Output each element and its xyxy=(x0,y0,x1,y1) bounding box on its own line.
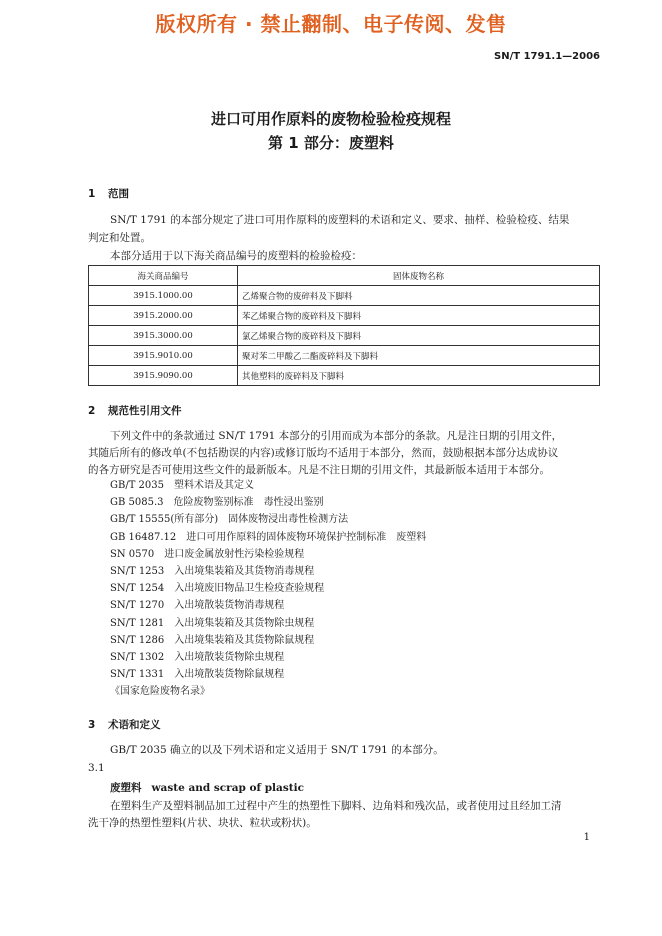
reference-item: 《国家危险废物名录》 xyxy=(110,686,210,698)
section-number: 3 xyxy=(88,719,96,731)
table-header-cell: 固体废物名称 xyxy=(238,266,600,286)
table-cell-code: 3915.1000.00 xyxy=(89,286,238,306)
table-row xyxy=(89,346,600,366)
section-title: 规范性引用文件 xyxy=(108,405,182,417)
reference-item: GB 16487.12 进口可用作原料的固体废物环境保护控制标准 废塑料 xyxy=(110,531,427,543)
document-title: 进口可用作原料的废物检验检疫规程 xyxy=(210,110,451,128)
term-english: waste and scrap of plastic xyxy=(151,782,304,794)
normative-references-list xyxy=(110,476,426,699)
term-number: 3.1 xyxy=(88,762,105,774)
section-3-paragraph-line: GB/T 2035 确立的以及下列术语和定义适用于 SN/T 1791 的本部分。 xyxy=(110,744,444,756)
reference-item: SN/T 1302 入出境散装货物除虫规程 xyxy=(110,651,285,663)
section-title: 范围 xyxy=(108,188,129,200)
table-row xyxy=(89,286,600,306)
section-3-heading xyxy=(88,717,161,732)
reference-item: SN/T 1281 入出境集装箱及其货物除虫规程 xyxy=(110,617,315,629)
table-row xyxy=(89,366,600,386)
section-1-heading xyxy=(88,186,129,201)
reference-item: SN/T 1270 入出境散装货物消毒规程 xyxy=(110,600,285,612)
page-number: 1 xyxy=(583,832,590,843)
table-row xyxy=(89,306,600,326)
table-cell-name: 聚对苯二甲酸乙二酯废碎料及下脚料 xyxy=(238,346,600,366)
table-cell-code: 3915.9010.00 xyxy=(89,346,238,366)
term-chinese: 废塑料 xyxy=(110,782,142,794)
reference-item: SN/T 1331 入出境散装货物除鼠规程 xyxy=(110,669,285,681)
section-2-heading xyxy=(88,403,182,418)
reference-item: GB 5085.3 危险废物鉴别标准 毒性浸出鉴别 xyxy=(110,497,324,509)
section-1-paragraph-line: 本部分适用于以下海关商品编号的废塑料的检验检疫： xyxy=(110,250,362,262)
term-entry xyxy=(110,780,304,795)
customs-code-table xyxy=(88,265,600,386)
section-number: 1 xyxy=(88,188,96,200)
section-2-paragraph-line: 的各方研究是否可使用这些文件的最新版本。凡是不注日期的引用文件，其最新版本适用于本部分。 xyxy=(88,464,550,476)
reference-item: SN/T 1254 入出境废旧物品卫生检疫查验规程 xyxy=(110,583,325,595)
section-title: 术语和定义 xyxy=(108,719,161,731)
reference-item: GB/T 15555(所有部分) 固体废物浸出毒性检测方法 xyxy=(110,514,349,526)
table-cell-name: 其他塑料的废碎料及下脚料 xyxy=(238,366,600,386)
copyright-watermark: 版权所有 · 禁止翻制、电子传阅、发售 xyxy=(155,12,507,36)
reference-item: SN/T 1286 入出境集装箱及其货物除鼠规程 xyxy=(110,634,315,646)
table-cell-name: 苯乙烯聚合物的废碎料及下脚料 xyxy=(238,306,600,326)
table-cell-code: 3915.3000.00 xyxy=(89,326,238,346)
table-row xyxy=(89,326,600,346)
table-cell-name: 乙烯聚合物的废碎料及下脚料 xyxy=(238,286,600,306)
section-1-paragraph-line: SN/T 1791 的本部分规定了进口可用作原料的废塑料的术语和定义、要求、抽样、检验检疫、结果 xyxy=(110,214,570,226)
document-subtitle: 第 1 部分：废塑料 xyxy=(268,134,394,152)
reference-item: GB/T 2035 塑料术语及其定义 xyxy=(110,480,255,491)
table-cell-code: 3915.2000.00 xyxy=(89,306,238,326)
table-cell-name: 氯乙烯聚合物的废碎料及下脚料 xyxy=(238,326,600,346)
term-definition-line: 洗干净的热塑性塑料(片状、块状、粒状或粉状)。 xyxy=(88,817,317,829)
reference-item: SN 0570 进口废金属放射性污染检验规程 xyxy=(110,548,305,560)
reference-item: SN/T 1253 入出境集装箱及其货物消毒规程 xyxy=(110,565,315,577)
section-number: 2 xyxy=(88,405,96,417)
table-header-cell: 海关商品编号 xyxy=(89,266,238,286)
standard-code: SN/T 1791.1—2006 xyxy=(494,51,600,62)
section-2-paragraph-line: 其随后所有的修改单(不包括勘误的内容)或修订版均不适用于本部分，然而，鼓励根据本部分达成协议 xyxy=(88,447,559,459)
term-definition-line: 在塑料生产及塑料制品加工过程中产生的热塑性下脚料、边角料和残次品，或者使用过且经加工清 xyxy=(110,800,562,812)
section-2-paragraph-line: 下列文件中的条款通过 SN/T 1791 本部分的引用而成为本部分的条款。凡是注日期的引用文件， xyxy=(110,430,563,442)
table-cell-code: 3915.9090.00 xyxy=(89,366,238,386)
section-1-paragraph-line: 判定和处置。 xyxy=(88,232,151,244)
table-header-row xyxy=(89,266,600,286)
